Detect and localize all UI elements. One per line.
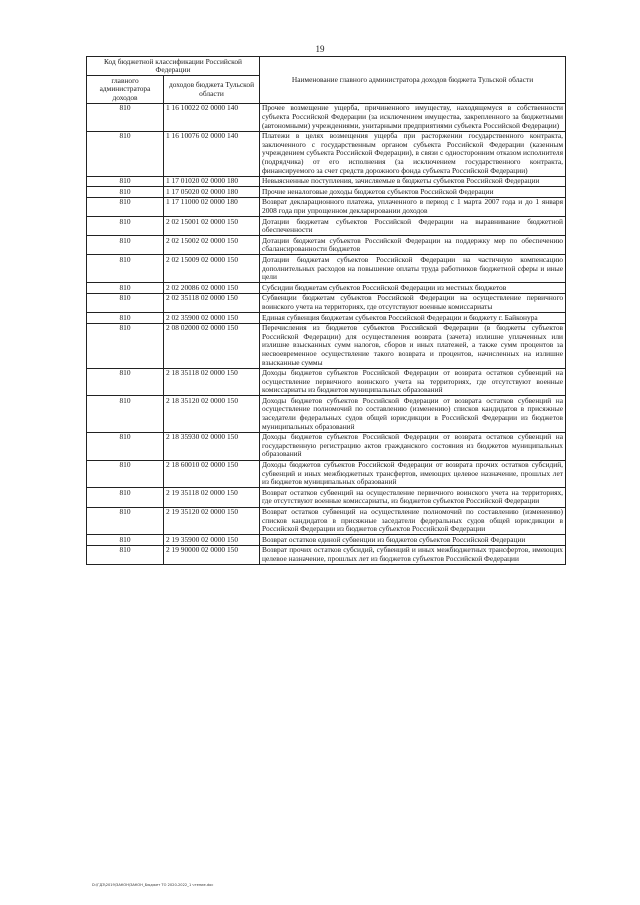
table-row — [87, 396, 566, 432]
admin-code-cell: 810 — [87, 255, 164, 283]
revenue-code-cell: 1 16 10022 02 0000 140 — [164, 103, 260, 131]
admin-code-cell: 810 — [87, 323, 164, 368]
page-number: 19 — [315, 44, 325, 54]
revenue-code-cell: 2 19 35900 02 0000 150 — [164, 535, 260, 546]
admin-code-cell: 810 — [87, 197, 164, 216]
revenue-name-cell: Единая субвенция бюджетам субъектов Российской Федерации и бюджету г. Байконура — [260, 313, 566, 324]
revenue-code-cell: 2 19 35120 02 0000 150 — [164, 507, 260, 535]
revenue-code-cell: 2 02 15001 02 0000 150 — [164, 217, 260, 236]
table-row — [87, 283, 566, 294]
revenue-code-cell: 2 02 35900 02 0000 150 — [164, 313, 260, 324]
table-row — [87, 507, 566, 535]
revenue-code-cell: 1 17 05020 02 0000 180 — [164, 187, 260, 198]
admin-code-cell: 810 — [87, 460, 164, 488]
table-row — [87, 368, 566, 396]
admin-code-cell: 810 — [87, 535, 164, 546]
revenue-name-cell: Возврат остатков субвенций на осуществление полномочий по составлению (изменению) списков кандидатов в присяжные заседатели федеральных судов общей юрисдикции в Российской Федерации из бюджетов субъектов Российской Федерации — [260, 507, 566, 535]
table-row — [87, 197, 566, 216]
revenue-name-cell: Невыясненные поступления, зачисляемые в бюджеты субъектов Российской Федерации — [260, 176, 566, 187]
table-row — [87, 255, 566, 283]
file-path-footer: D:\ГДЗ\2019\ЗАКОН\ЗАКОН_Бюджет ТО 2020-2022_1 чтение.doc — [92, 883, 214, 887]
revenue-name-cell: Дотации бюджетам субъектов Российской Федерации на выравнивание бюджетной обеспеченности — [260, 217, 566, 236]
table-row — [87, 293, 566, 312]
revenue-code-cell: 2 08 02000 02 0000 150 — [164, 323, 260, 368]
revenue-code-cell: 2 18 35930 02 0000 150 — [164, 432, 260, 460]
revenue-name-cell: Субвенции бюджетам субъектов Российской Федерации на осуществление первичного воинского учета на территориях, где отсутствуют военные комиссариаты — [260, 293, 566, 312]
admin-code-cell: 810 — [87, 507, 164, 535]
revenue-code-cell: 1 16 10076 02 0000 140 — [164, 131, 260, 176]
revenue-name-cell: Доходы бюджетов субъектов Российской Федерации от возврата остатков субвенций на осуществление полномочий по составлению (изменению) списков кандидатов в присяжные заседатели федеральных судов общей юрисдикции в Российской Федерации из бюджетов муниципальных образований — [260, 396, 566, 432]
revenue-name-cell: Возврат декларационного платежа, уплаченного в период с 1 марта 2007 года и до 1 января 2008 года при упрощенном декларировании доходов — [260, 197, 566, 216]
admin-code-cell: 810 — [87, 432, 164, 460]
admin-code-cell: 810 — [87, 293, 164, 312]
table-row — [87, 535, 566, 546]
revenue-code-cell: 2 18 35120 02 0000 150 — [164, 396, 260, 432]
revenue-name-cell: Возврат остатков субвенций на осуществление первичного воинского учета на территориях, где отсутствуют военные комиссариаты, из бюджетов субъектов Российской Федерации — [260, 488, 566, 507]
revenue-code-cell: 2 02 20086 02 0000 150 — [164, 283, 260, 294]
table-row — [87, 460, 566, 488]
revenue-code-cell: 2 02 15002 02 0000 150 — [164, 236, 260, 255]
table-row — [87, 176, 566, 187]
admin-code-cell: 810 — [87, 176, 164, 187]
admin-code-cell: 810 — [87, 396, 164, 432]
table-row — [87, 131, 566, 176]
revenue-code-cell: 1 17 11000 02 0000 180 — [164, 197, 260, 216]
revenue-name-cell: Доходы бюджетов субъектов Российской Федерации от возврата остатков субвенций на государственную регистрацию актов гражданского состояния из бюджетов муниципальных образований — [260, 432, 566, 460]
revenue-name-cell: Дотации бюджетам субъектов Российской Федерации на частичную компенсацию дополнительных расходов на повышение оплаты труда работников бюджетной сферы и иные цели — [260, 255, 566, 283]
table-row — [87, 488, 566, 507]
table-row — [87, 323, 566, 368]
revenue-name-cell: Дотации бюджетам субъектов Российской Федерации на поддержку мер по обеспечению сбалансированности бюджетов — [260, 236, 566, 255]
header-budget-classification: Код бюджетной классификации Российской Федерации — [87, 57, 260, 76]
revenue-name-cell: Прочее возмещение ущерба, причиненного имуществу, находящемуся в собственности субъекта Российской Федерации (за исключением имущества, закрепленного за бюджетными (автономными) учреждениями, унитарными предприятиями субъекта Российской Федерации) — [260, 103, 566, 131]
revenue-name-cell: Возврат остатков единой субвенции из бюджетов субъектов Российской Федерации — [260, 535, 566, 546]
revenue-code-cell: 1 17 01020 02 0000 180 — [164, 176, 260, 187]
revenue-code-cell: 2 19 90000 02 0000 150 — [164, 545, 260, 564]
revenue-admin-table — [86, 56, 566, 565]
table-row — [87, 187, 566, 198]
revenue-name-cell: Доходы бюджетов субъектов Российской Федерации от возврата прочих остатков субсидий, субвенций и иных межбюджетных трансфертов, имеющих целевое назначение, прошлых лет из бюджетов муниципальных образований — [260, 460, 566, 488]
admin-code-cell: 810 — [87, 103, 164, 131]
table-row — [87, 432, 566, 460]
revenue-name-cell: Доходы бюджетов субъектов Российской Федерации от возврата остатков субвенций на осуществление первичного воинского учета на территориях, где отсутствуют военные комиссариаты из бюджетов муниципальных образований — [260, 368, 566, 396]
revenue-code-cell: 2 18 60010 02 0000 150 — [164, 460, 260, 488]
header-admin-name: Наименование главного администратора доходов бюджета Тульской области — [260, 57, 566, 104]
admin-code-cell: 810 — [87, 217, 164, 236]
admin-code-cell: 810 — [87, 545, 164, 564]
revenue-name-cell: Прочие неналоговые доходы бюджетов субъектов Российской Федерации — [260, 187, 566, 198]
header-main-admin: главного администратора доходов — [87, 76, 164, 104]
revenue-name-cell: Возврат прочих остатков субсидий, субвенций и иных межбюджетных трансфертов, имеющих целевое назначение, прошлых лет из бюджетов субъектов Российской Федерации — [260, 545, 566, 564]
table-row — [87, 313, 566, 324]
admin-code-cell: 810 — [87, 368, 164, 396]
revenue-name-cell: Платежи в целях возмещения ущерба при расторжении государственного контракта, заключенного с государственным органом субъекта Российской Федерации (казенным учреждением субъекта Российской Федерации), в связи с односторонним отказом исполнителя (подрядчика) от его исполнения (за исключением государственного контракта, финансируемого за счет средств дорожного фонда субъекта Российской Федерации) — [260, 131, 566, 176]
admin-code-cell: 810 — [87, 488, 164, 507]
table-row — [87, 545, 566, 564]
revenue-code-cell: 2 02 15009 02 0000 150 — [164, 255, 260, 283]
revenue-code-cell: 2 18 35118 02 0000 150 — [164, 368, 260, 396]
revenue-name-cell: Перечисления из бюджетов субъектов Российской Федерации (в бюджеты субъектов Российской Федерации) для осуществления возврата (зачета) излишне уплаченных или излишне взысканных сумм налогов, сборов и иных платежей, а также сумм процентов за несвоевременное осуществление такого возврата и процентов, начисленных на излишне взысканные суммы — [260, 323, 566, 368]
admin-code-cell: 810 — [87, 236, 164, 255]
admin-code-cell: 810 — [87, 313, 164, 324]
header-revenue-code: доходов бюджета Тульской области — [164, 76, 260, 104]
revenue-code-cell: 2 02 35118 02 0000 150 — [164, 293, 260, 312]
table-row — [87, 103, 566, 131]
admin-code-cell: 810 — [87, 131, 164, 176]
table-row — [87, 217, 566, 236]
table-body — [87, 103, 566, 564]
table-row — [87, 236, 566, 255]
revenue-code-cell: 2 19 35118 02 0000 150 — [164, 488, 260, 507]
admin-code-cell: 810 — [87, 187, 164, 198]
admin-code-cell: 810 — [87, 283, 164, 294]
revenue-name-cell: Субсидии бюджетам субъектов Российской Федерации из местных бюджетов — [260, 283, 566, 294]
